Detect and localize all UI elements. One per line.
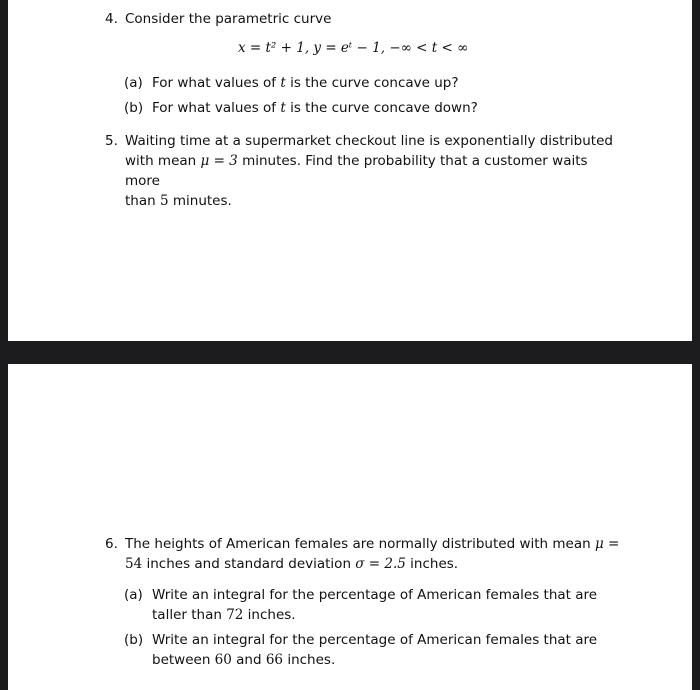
parametric-equation: x = t² + 1, y = eᵗ − 1, −∞ < t < ∞ [238, 40, 469, 56]
part-label: (a) [124, 587, 143, 603]
question-6a [124, 585, 624, 625]
question-4 [105, 9, 625, 29]
question-6 [105, 534, 625, 574]
question-4b [124, 98, 624, 118]
part-text: For what values of t is the curve concave down? [152, 100, 478, 116]
part-label: (b) [124, 100, 144, 116]
question-text: Waiting time at a supermarket checkout line is exponentially distributed with mean μ = 3 minutes. Find the probability that a customer waits more than 5 minutes. [125, 133, 613, 209]
question-text: Consider the parametric curve [125, 11, 332, 27]
document-page-1 [8, 0, 692, 341]
part-label: (a) [124, 75, 143, 91]
part-text: For what values of t is the curve concave up? [152, 75, 459, 91]
question-5 [105, 131, 625, 211]
question-number: 6. [105, 536, 118, 552]
question-number: 5. [105, 133, 118, 149]
question-4a [124, 73, 624, 93]
question-number: 4. [105, 11, 118, 27]
question-6b [124, 630, 624, 670]
question-text: The heights of American females are normally distributed with mean μ = 54 inches and standard deviation σ = 2.5 inches. [125, 536, 620, 572]
part-text: Write an integral for the percentage of American females that are between 60 and 66 inches. [152, 632, 598, 668]
document-page-2 [8, 364, 692, 690]
part-label: (b) [124, 632, 144, 648]
part-text: Write an integral for the percentage of American females that are taller than 72 inches. [152, 587, 598, 623]
